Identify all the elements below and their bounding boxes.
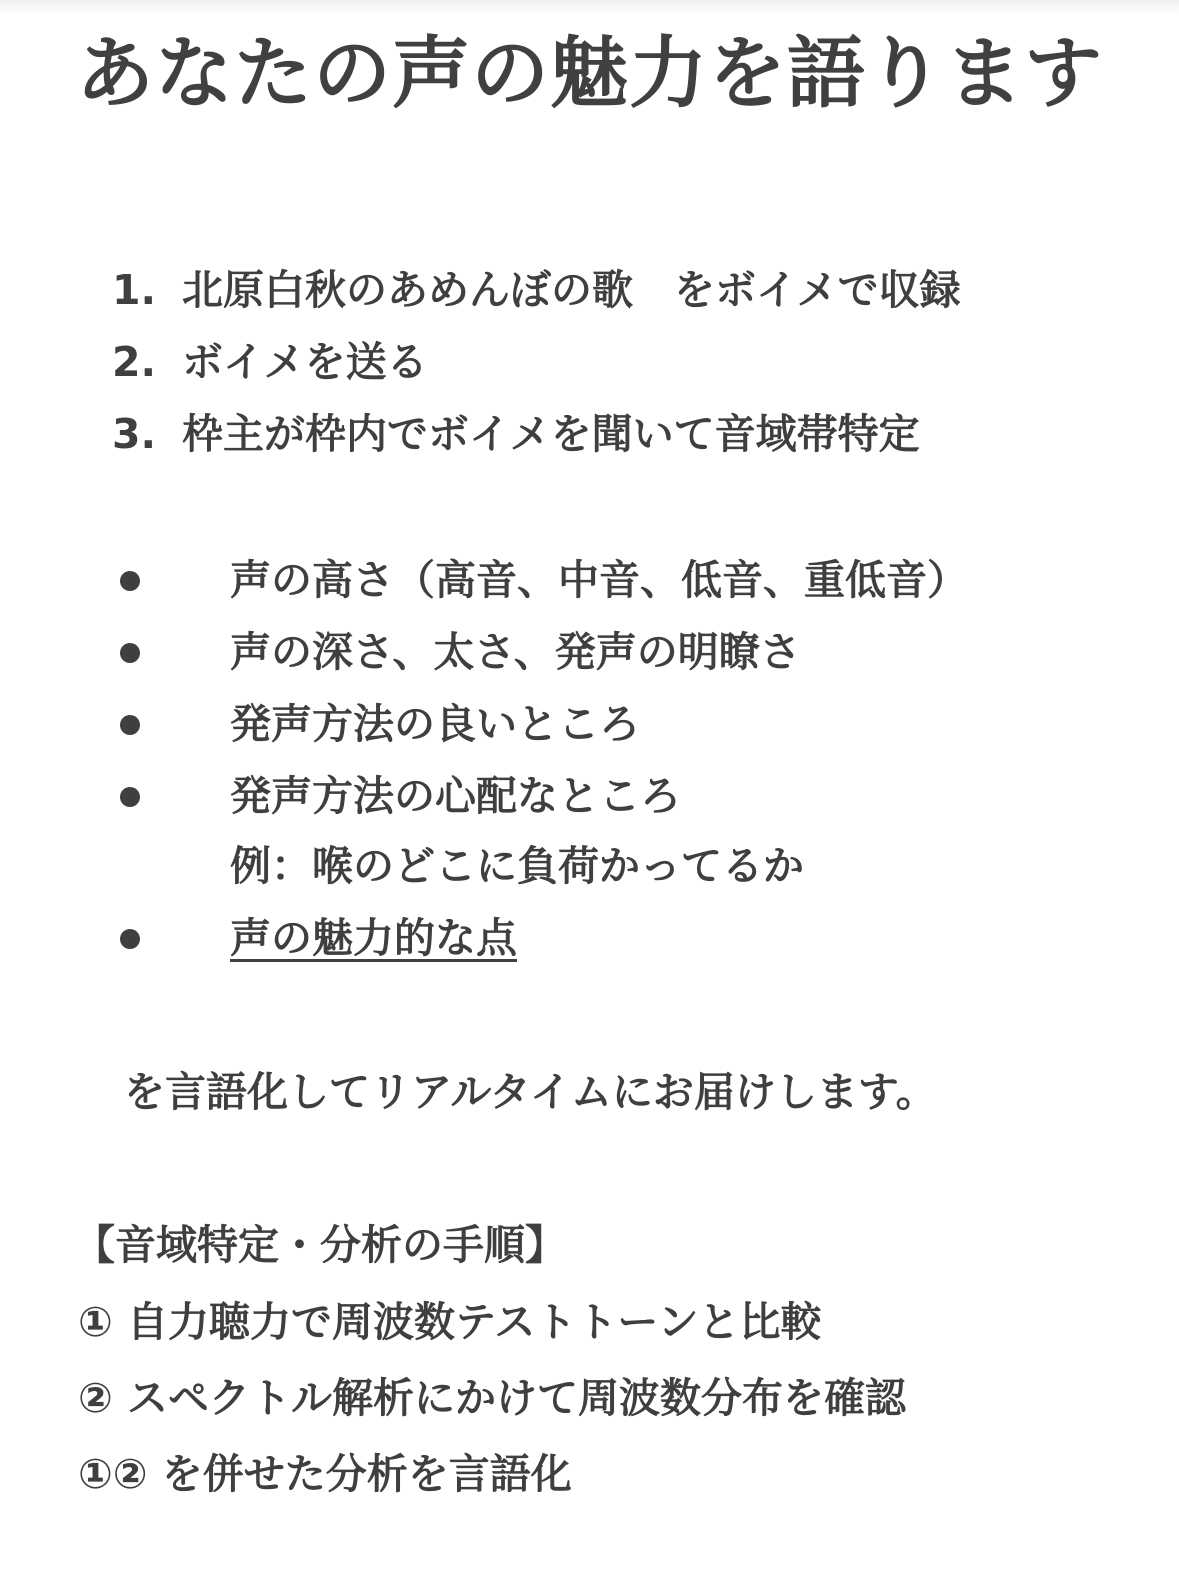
steps-list — [112, 262, 961, 478]
point-text: 発声方法の良いところ — [230, 700, 640, 748]
section-heading: 【音域特定・分析の手順】 — [74, 1221, 566, 1269]
point-text-underlined: 声の魅力的な点 — [230, 914, 517, 962]
bullet-icon — [120, 929, 140, 949]
step-number: 1. — [112, 266, 157, 314]
step-item — [112, 334, 961, 406]
step-text: 枠主が枠内でボイメを聞いて音域帯特定 — [182, 410, 920, 458]
step-item — [112, 406, 961, 478]
top-shade — [0, 0, 1179, 14]
bullet-icon — [120, 571, 140, 591]
point-text: 発声方法の心配なところ — [230, 772, 681, 820]
point-text: 声の高さ（高音、中音、低音、重低音） — [230, 556, 968, 604]
point-text: 声の深さ、太さ、発声の明瞭さ — [230, 628, 801, 676]
procedure-item: ② スペクトル解析にかけて周波数分布を確認 — [78, 1374, 906, 1422]
procedure-item: ①② を併せた分析を言語化 — [78, 1450, 572, 1498]
procedure-list — [78, 1290, 906, 1518]
bullet-icon — [120, 787, 140, 807]
point-example: 例：喉のどこに負荷かってるか — [230, 842, 804, 890]
page-title: あなたの声の魅力を語ります — [75, 29, 1103, 119]
step-item — [112, 262, 961, 334]
bullet-icon — [120, 715, 140, 735]
bullet-icon — [120, 643, 140, 663]
step-text: 北原白秋のあめんぼの歌 をボイメで収録 — [182, 266, 961, 314]
step-number: 2. — [112, 338, 157, 386]
step-number: 3. — [112, 410, 157, 458]
closing-text: を言語化してリアルタイムにお届けします。 — [124, 1068, 937, 1116]
procedure-item: ① 自力聴力で周波数テストトーンと比較 — [78, 1298, 822, 1346]
step-text: ボイメを送る — [182, 338, 428, 386]
